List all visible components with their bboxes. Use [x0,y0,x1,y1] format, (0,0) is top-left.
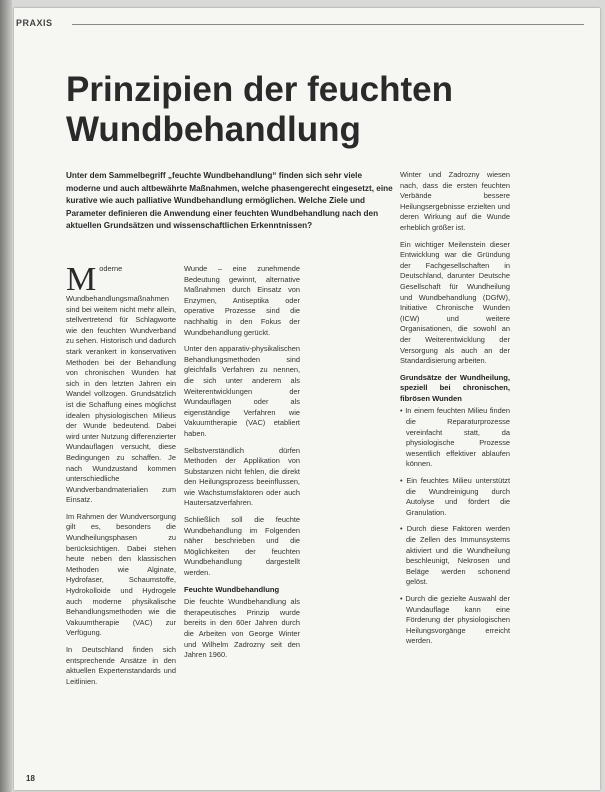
subheading: Feuchte Wundbehandlung [184,584,280,594]
paragraph: Schließlich soll die feuchte Wundbehandlung im Folgenden näher beschrieben und die Möglichkeiten der feuchten Wundbehandlung dargestellt werden. [184,515,300,578]
paragraph: Selbstverständlich dürfen Methoden der Applikation von Substanzen nicht fehlen, die direkt den Heilungsprozess beeinflussen, wie Wachstumsfaktoren oder auch Hautersatzverfahren. [184,445,300,508]
bullet-item: • Ein feuchtes Milieu unterstützt die Wundreinigung durch Autolyse und fördert die Granulation. [400,476,510,517]
text-column-3 [400,170,510,653]
page-spine-shadow [0,0,12,792]
subheading: Grundsätze der Wundheilung, speziell bei chronischen, fibrösen Wunden [400,372,510,403]
paragraph [66,261,176,506]
article-title: Prinzipien der feuchten Wundbehandlung [66,70,453,149]
drop-cap: M [66,261,97,298]
paragraph: In Deutschland finden sich entsprechende Ansätze in den aktuellen Expertenstandards und Leitlinien. [66,645,176,686]
paragraph: Unter den apparativ-physikalischen Behandlungsmethoden sind gleichfalls Verfahren zu nennen, die sich unter anderem als Weiterentwicklungen der Wundauflagen oder als eigenständige Verfahren wie Vakuumtherapie (VAC) etabliert haben. [184,344,300,438]
paragraph: Winter und Zadrozny wiesen nach, dass die ersten feuchten Verbände bessere Heilungsergebnisse erzielten und deren Wirkung auf die Wunde erheblich größer ist. [400,170,510,232]
paragraph: Wunde – eine zunehmende Bedeutung gewinnt, alternative Maßnahmen durch Einsatz von Enzymen, Antiseptika oder operative Prozesse sind die nachhaltig in den Fokus der Wundbehandlung gerückt. [184,264,300,337]
section-label: PRAXIS [16,18,53,28]
paragraph: Im Rahmen der Wundversorgung gilt es, besonders die Wundheilungsphasen zu berücksichtigen. Dabei stehen heute neben den klassischen Methoden wie Alginate, Hydrofaser, Schaumstoffe, Hydrokolloide und Hydrogele auch moderne physikalische Behandlungsmethoden wie die Vakuumtherapie (VAC) zur Verfügung. [66,511,176,638]
text-column-1 [66,261,176,693]
bullet-item: • In einem feuchten Milieu finden die Reparaturprozesse vereinfacht statt, da physiologische Prozesse wesentlich effektiver ablaufen können. [400,406,510,469]
text-column-2 [184,264,300,667]
bullet-item: • Durch die gezielte Auswahl der Wundauflage kann eine Förderung der physiologischen Heilungsvorgänge erreicht werden. [400,593,510,646]
paragraph-text: oderne Wundbehandlungsmaßnahmen sind bei weitem nicht mehr allein, stellvertretend für Schlagworte wie den feuchten Wundverband zu sehen. Historisch und dadurch stark verankert in konservativen Methoden bei der Behandlung von chronischen Wunden hat sich in den letzten Jahren ein Wandel vollzogen. Grundsätzlich ist die Schaffung eines möglichst idealen physiologischen Milieus der Wunde bedeutend. Dabei wird unter Nutzung differenzierter Wundauflagen versucht, diese Bedingungen zu schaffen. Je nach Wundzustand kommen unterschiedliche Wundverbandmaterialien zum Einsatz. [66,264,176,505]
paragraph: Die feuchte Wundbehandlung als therapeutisches Prinzip wurde bereits in den 60er Jahren durch die Arbeiten von George Winter und Wilhelm Zadrozny seit den Jahren 1960. [184,597,300,660]
bullet-item: • Durch diese Faktoren werden die Zellen des Immunsystems aktiviert und die Wundheilung beschleunigt, Nekrosen und Beläge werden schonend gelöst. [400,524,510,587]
paragraph: Ein wichtiger Meilenstein dieser Entwicklung war die Gründung der Fachgesellschaften in Deutschland, darunter Deutsche Gesellschaft für Wundheilung und Wundbehandlung (DGfW), Initiative Chronische Wunden (ICW) und weitere Organisationen, die sowohl an der Weiterentwicklung der Versorgung als auch an der Standardisierung arbeiten. [400,239,510,366]
article-lead: Unter dem Sammelbegriff „feuchte Wundbehandlung“ finden sich sehr viele moderne und auch altbewährte Maßnahmen, welche phasengerecht eingesetzt, eine kurative wie auch palliative Wundbehandlung ermöglichen. Welche Ziele und Parameter definieren die Anwendung einer feuchten Wundbehandlung nach den aktuellen Grundsätzen und wissenschaftlichen Erkenntnissen? [66,171,393,231]
header-rule [72,24,584,25]
page-number: 18 [26,774,35,783]
